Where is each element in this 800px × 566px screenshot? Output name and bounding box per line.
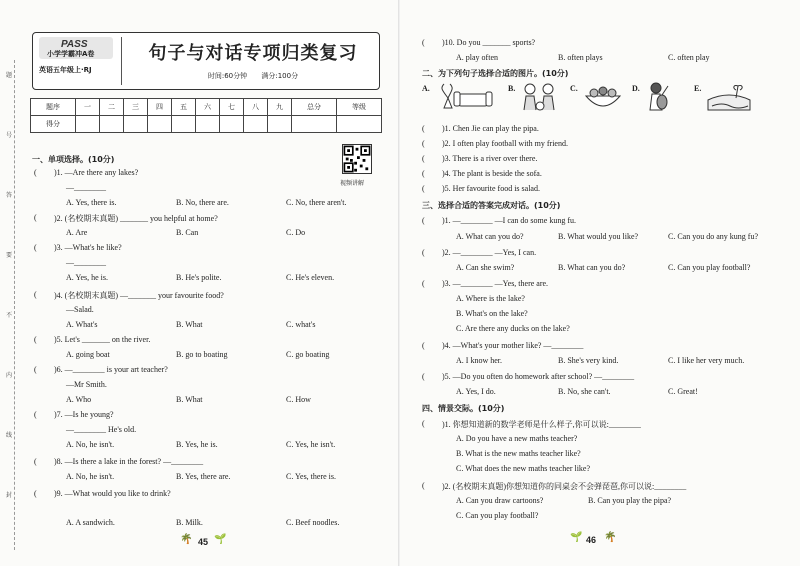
option-c[interactable]: C. Do xyxy=(286,228,306,237)
sofa-plant-picture xyxy=(436,82,496,112)
score-cell: 六 xyxy=(196,99,220,116)
answer-bracket[interactable]: ( xyxy=(422,216,425,225)
option-c[interactable]: C. How xyxy=(286,395,311,404)
score-cell: 一 xyxy=(76,99,100,116)
pipa-girl-picture xyxy=(642,82,672,112)
logo-pass-text: PASS xyxy=(61,39,88,50)
option-b[interactable]: B. Can you play the pipa? xyxy=(588,496,672,505)
answer-bracket[interactable]: ( xyxy=(422,154,425,163)
option-a[interactable]: A. What can you do? xyxy=(456,232,524,241)
answer-bracket[interactable]: ( xyxy=(34,168,37,177)
score-row-label: 得分 xyxy=(31,116,76,133)
answer-line: —________ xyxy=(66,258,106,267)
answer-line: —Salad. xyxy=(66,305,94,314)
score-input-cell[interactable] xyxy=(337,116,382,133)
option-a[interactable]: A. Where is the lake? xyxy=(456,294,525,303)
answer-bracket[interactable]: ( xyxy=(422,184,425,193)
option-c[interactable]: C. No, there aren't. xyxy=(286,198,347,207)
picture-item-2: )2. I often play football with my friend. xyxy=(442,139,568,148)
option-c[interactable]: C. Can you play football? xyxy=(668,263,751,272)
picture-item-3: )3. There is a river over there. xyxy=(442,154,538,163)
answer-bracket[interactable]: ( xyxy=(34,489,37,498)
option-b[interactable]: B. Milk. xyxy=(176,518,203,527)
side-label: 封 xyxy=(6,492,13,499)
side-label: 号 xyxy=(6,132,13,139)
option-b[interactable]: B. Yes, he is. xyxy=(176,440,218,449)
tree-icon: 🌴 xyxy=(604,532,617,543)
option-c[interactable]: C. I like her very much. xyxy=(668,356,745,365)
tree-icon: 🌱 xyxy=(214,534,227,545)
picture-item-4: )4. The plant is beside the sofa. xyxy=(442,169,542,178)
option-a[interactable]: A. Can you draw cartoons? xyxy=(456,496,544,505)
picture-label-a: A. xyxy=(422,84,430,93)
option-c[interactable]: C. What does the new maths teacher like? xyxy=(456,464,591,473)
score-header-row xyxy=(31,99,382,116)
qr-caption: 视频讲解 xyxy=(340,180,365,187)
option-b[interactable]: B. What's on the lake? xyxy=(456,309,528,318)
dialogue-3: )3. —________ —Yes, there are. xyxy=(442,279,549,288)
option-b[interactable]: B. Yes, there are. xyxy=(176,472,231,481)
option-a[interactable]: A. Can she swim? xyxy=(456,263,515,272)
option-a[interactable]: A. No, he isn't. xyxy=(66,472,115,481)
option-b[interactable]: B. No, she can't. xyxy=(558,387,611,396)
option-c[interactable]: C. Are there any ducks on the lake? xyxy=(456,324,570,333)
option-a[interactable]: A. Who xyxy=(66,395,92,404)
tree-icon: 🌴 xyxy=(180,534,193,545)
answer-bracket[interactable]: ( xyxy=(422,341,425,350)
score-cell: 五 xyxy=(172,99,196,116)
page-number: 45 xyxy=(198,537,209,547)
option-b[interactable]: B. What would you like? xyxy=(558,232,639,241)
option-a[interactable]: A. Yes, he is. xyxy=(66,273,109,282)
option-c[interactable]: C. often play xyxy=(668,53,710,62)
binding-labels xyxy=(2,60,20,550)
option-b[interactable]: B. She's very kind. xyxy=(558,356,619,365)
answer-bracket[interactable]: ( xyxy=(422,248,425,257)
score-cell: 等级 xyxy=(337,99,382,116)
score-input-cell[interactable] xyxy=(220,116,244,133)
question-3: )3. —What's he like? xyxy=(54,243,122,252)
page-number: 46 xyxy=(586,535,597,545)
question-4: )4. (名校期末真题) —_______ your favourite food? xyxy=(54,291,224,300)
option-a[interactable]: A. No, he isn't. xyxy=(66,440,115,449)
option-b[interactable]: B. go to boating xyxy=(176,350,228,359)
answer-bracket[interactable]: ( xyxy=(422,279,425,288)
option-c[interactable]: C. Can you do any kung fu? xyxy=(668,232,758,241)
side-label: 线 xyxy=(6,432,13,439)
section-4-title: 四、情景交际。(10分) xyxy=(422,404,505,413)
side-label: 内 xyxy=(6,372,13,379)
answer-bracket[interactable]: ( xyxy=(34,457,37,466)
exam-time: 时间:60分钟 xyxy=(207,72,248,80)
salad-picture xyxy=(582,82,624,112)
option-c[interactable]: C. Yes, he isn't. xyxy=(286,440,336,449)
score-input-cell[interactable] xyxy=(244,116,268,133)
score-cell: 总分 xyxy=(292,99,337,116)
answer-bracket[interactable]: ( xyxy=(34,365,37,374)
option-a[interactable]: A. A sandwich. xyxy=(66,518,115,527)
score-input-cell[interactable] xyxy=(196,116,220,133)
option-c[interactable]: C. what's xyxy=(286,320,316,329)
answer-bracket[interactable]: ( xyxy=(34,410,37,419)
right-page xyxy=(400,0,800,566)
section-2-title: 二、为下列句子选择合适的图片。(10分) xyxy=(422,69,569,78)
option-b[interactable]: B. What can you do? xyxy=(558,263,626,272)
answer-line: —Mr Smith. xyxy=(66,380,107,389)
exam-full-score: 满分:100分 xyxy=(261,72,299,80)
option-c[interactable]: C. Beef noodles. xyxy=(286,518,340,527)
picture-label-b: B. xyxy=(508,84,516,93)
answer-bracket[interactable]: ( xyxy=(422,38,425,47)
option-a[interactable]: A. Yes, I do. xyxy=(456,387,496,396)
side-label: 题 xyxy=(6,72,13,79)
score-input-cell[interactable] xyxy=(148,116,172,133)
score-input-cell[interactable] xyxy=(292,116,337,133)
question-8: )8. —Is there a lake in the forest? —________ xyxy=(54,457,204,466)
question-1: )1. —Are there any lakes? xyxy=(54,168,139,177)
score-input-cell[interactable] xyxy=(100,116,124,133)
answer-bracket[interactable]: ( xyxy=(34,213,37,222)
grade-label: 英语五年级上·RJ xyxy=(39,66,92,74)
side-label: 答 xyxy=(6,192,13,199)
option-c[interactable]: C. Can you play football? xyxy=(456,511,539,520)
option-b[interactable]: B. No, there are. xyxy=(176,198,229,207)
question-5: )5. Let's _______ on the river. xyxy=(54,335,151,344)
answer-bracket[interactable]: ( xyxy=(34,243,37,252)
series-logo xyxy=(39,37,113,59)
option-b[interactable]: B. What xyxy=(176,395,203,404)
score-cell: 七 xyxy=(220,99,244,116)
dialogue-2: )2. —________ —Yes, I can. xyxy=(442,248,537,257)
option-a[interactable]: A. I know her. xyxy=(456,356,502,365)
question-6: )6. —________ is your art teacher? xyxy=(54,365,168,374)
option-b[interactable]: B. What is the new maths teacher like? xyxy=(456,449,581,458)
section-3-title: 三、选择合适的答案完成对话。(10分) xyxy=(422,201,561,210)
answer-line: —________ xyxy=(66,183,106,192)
option-a[interactable]: A. Do you have a new maths teacher? xyxy=(456,434,578,443)
picture-item-1: )1. Chen Jie can play the pipa. xyxy=(442,124,539,133)
answer-bracket[interactable]: ( xyxy=(422,139,425,148)
question-7: )7. —Is he young? xyxy=(54,410,114,419)
side-label: 要 xyxy=(6,252,13,259)
dialogue-4: )4. —What's your mother like? —________ xyxy=(442,341,584,350)
score-cell: 二 xyxy=(100,99,124,116)
option-c[interactable]: C. go boating xyxy=(286,350,330,359)
option-c[interactable]: C. Yes, there is. xyxy=(286,472,337,481)
answer-bracket[interactable]: ( xyxy=(422,372,425,381)
picture-label-d: D. xyxy=(632,84,640,93)
answer-bracket[interactable]: ( xyxy=(422,481,425,490)
answer-bracket[interactable]: ( xyxy=(422,124,425,133)
question-10: )10. Do you _______ sports? xyxy=(442,38,536,47)
option-a[interactable]: A. play often xyxy=(456,53,498,62)
answer-bracket[interactable]: ( xyxy=(34,335,37,344)
river-picture xyxy=(706,82,752,112)
qr-code-icon[interactable] xyxy=(342,144,372,174)
score-cell: 八 xyxy=(244,99,268,116)
option-b[interactable]: B. What xyxy=(176,320,203,329)
kids-football-picture xyxy=(518,82,564,112)
score-input-cell[interactable] xyxy=(268,116,292,133)
score-cell: 题序 xyxy=(31,99,76,116)
picture-label-e: E. xyxy=(694,84,702,93)
answer-line: —________ He's old. xyxy=(66,425,137,434)
exam-meta xyxy=(129,71,377,81)
option-a[interactable]: A. Are xyxy=(66,228,88,237)
series-name: 小学学霸冲A卷 xyxy=(47,50,95,58)
score-value-row xyxy=(31,116,382,133)
score-cell: 四 xyxy=(148,99,172,116)
page-title: 句子与对话专项归类复习 xyxy=(148,43,358,64)
option-c[interactable]: C. Great! xyxy=(668,387,698,396)
score-input-cell[interactable] xyxy=(76,116,100,133)
header-divider xyxy=(121,37,122,85)
header-box xyxy=(32,32,380,90)
option-c[interactable]: C. He's eleven. xyxy=(286,273,335,282)
score-input-cell[interactable] xyxy=(172,116,196,133)
answer-bracket[interactable]: ( xyxy=(34,290,37,299)
situation-1: )1. 你想知道新的数学老师是什么样子,你可以说:________ xyxy=(442,420,641,429)
answer-bracket[interactable]: ( xyxy=(422,169,425,178)
tree-icon: 🌱 xyxy=(570,532,583,543)
question-2: )2. (名校期末真题) _______ you helpful at home? xyxy=(54,214,218,223)
score-cell: 三 xyxy=(124,99,148,116)
situation-2: )2. (名校期末真题)你想知道你的同桌会不会弹琵琶,你可以说:________ xyxy=(442,482,687,491)
score-table xyxy=(30,98,382,133)
option-a[interactable]: A. going boat xyxy=(66,350,110,359)
picture-label-c: C. xyxy=(570,84,578,93)
score-input-cell[interactable] xyxy=(124,116,148,133)
option-b[interactable]: B. often plays xyxy=(558,53,603,62)
side-label: 不 xyxy=(6,312,13,319)
dialogue-1: )1. —________ —I can do some kung fu. xyxy=(442,216,576,225)
option-b[interactable]: B. Can xyxy=(176,228,199,237)
option-a[interactable]: A. What's xyxy=(66,320,98,329)
question-9: )9. —What would you like to drink? xyxy=(54,489,171,498)
section-1-title: 一、单项选择。(10分) xyxy=(32,155,115,164)
picture-item-5: )5. Her favourite food is salad. xyxy=(442,184,540,193)
answer-bracket[interactable]: ( xyxy=(422,419,425,428)
option-b[interactable]: B. He's polite. xyxy=(176,273,222,282)
dialogue-5: )5. —Do you often do homework after school? —________ xyxy=(442,372,635,381)
score-cell: 九 xyxy=(268,99,292,116)
option-a[interactable]: A. Yes, there is. xyxy=(66,198,117,207)
